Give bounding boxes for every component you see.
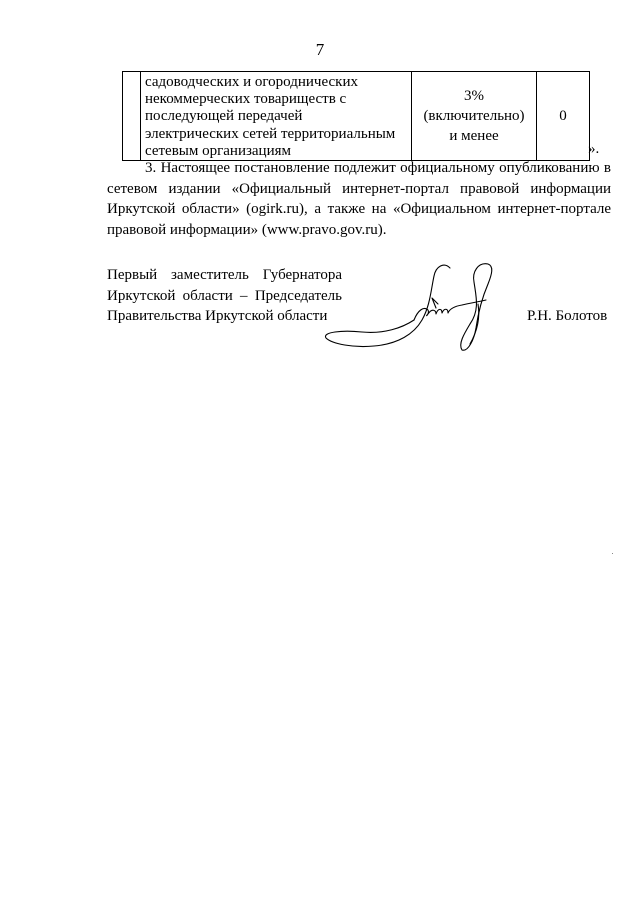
table-cell-percent	[412, 72, 537, 161]
percent-qualifier: (включительно)	[423, 108, 525, 124]
table-cell-index	[123, 72, 141, 161]
publication-paragraph: 3. Настоящее постановление подлежит официальному опубликованию в сетевом издании «Официальный интернет-портал правовой информации Иркутской области» (ogirk.ru), а также на «Официальном интернет-портале правовой информации» (www.pravo.gov.ru).	[107, 160, 611, 238]
description-line: электрических сетей территориальным	[145, 125, 396, 142]
description-line: садоводческих и огороднических	[145, 74, 358, 90]
signer-title-line: Иркутской области – Председатель	[107, 287, 342, 304]
page-number: 7	[315, 40, 325, 59]
table-row	[123, 72, 590, 161]
signer-title	[107, 265, 342, 327]
closing-quote: ».	[588, 141, 600, 157]
signer-title-line: Первый заместитель Губернатора	[107, 267, 342, 283]
tariff-table-fragment	[122, 71, 590, 161]
description-line: некоммерческих товариществ с	[145, 91, 347, 108]
table-cell-value: 0	[537, 72, 590, 161]
percent-value: 3%	[464, 88, 484, 104]
scan-speck	[612, 553, 613, 554]
description-line: сетевым организациям	[145, 142, 292, 159]
percent-qualifier: и менее	[449, 128, 499, 144]
description-line: последующей передачей	[145, 108, 303, 125]
handwritten-signature	[318, 258, 523, 358]
signer-title-line: Правительства Иркутской области	[107, 308, 328, 324]
signer-name: Р.Н. Болотов	[527, 308, 608, 324]
table-cell-description	[141, 72, 412, 161]
